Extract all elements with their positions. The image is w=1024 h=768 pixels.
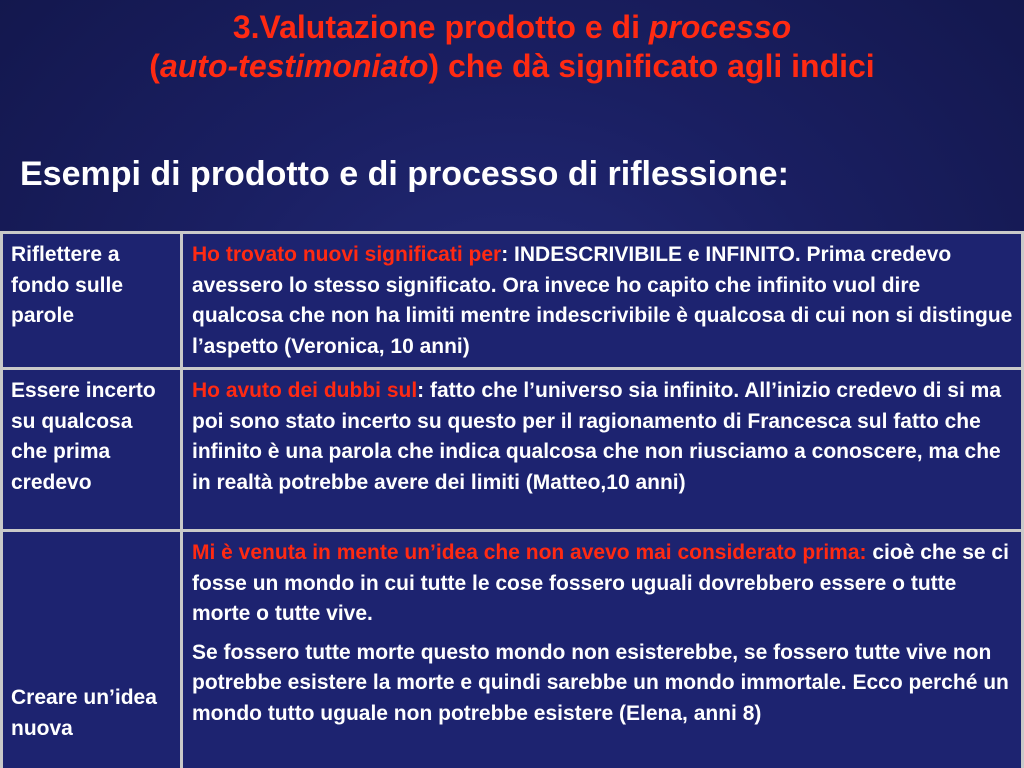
table-row <box>0 532 1024 768</box>
row-label: Creare un’idea nuova <box>11 686 157 740</box>
title-line2-italic: auto-testimoniato <box>159 48 429 84</box>
row-content <box>192 538 1013 630</box>
row-highlight: Ho avuto dei dubbi sul <box>192 379 418 402</box>
table-cell-label <box>3 234 180 367</box>
row-content <box>192 240 1013 362</box>
row-text: cioè che se ci fosse un mondo in cui tutte le cose fossero uguali dovrebbero essere o tutte morte o tutte vive. <box>192 541 1009 625</box>
title-line2-open: ( <box>149 48 160 84</box>
title-line1-text: 3.Valutazione prodotto e di <box>232 9 649 45</box>
title-line2-rest: ) che dà significato agli indici <box>428 48 875 84</box>
row-highlight: Mi è venuta in mente un’idea che non avevo mai considerato prima: <box>192 541 867 564</box>
table-cell-label <box>3 370 180 529</box>
table-cell-content <box>183 234 1021 367</box>
row-text: : fatto che l’universo sia infinito. All’inizio credevo di si ma poi sono stato incerto su questo per il ragionamento di Francesca sul fatto che infinito è una parola che indica qualcosa che non riusciamo a conoscere, ma che in realtà potrebbe avere dei limiti (Matteo,10 anni) <box>192 379 1001 494</box>
row-content-paragraph-2: Se fossero tutte morte questo mondo non esisterebbe, se fossero tutte vive non potrebbe esistere la morte e quindi sarebbe un mondo immortale. Ecco perché un mondo tutto uguale non potrebbe esistere (Elena, anni 8) <box>192 640 1009 725</box>
row-content <box>192 376 1013 498</box>
table-cell-content <box>183 532 1021 768</box>
slide-subtitle: Esempi di prodotto e di processo di riflessione: <box>20 155 789 193</box>
slide-title <box>0 8 1024 86</box>
row-label: Essere incerto su qualcosa che prima credevo <box>11 379 156 494</box>
table-row <box>0 234 1024 367</box>
row-text: : INDESCRIVIBILE e INFINITO. Prima credevo avessero lo stesso significato. Ora invece ho capito che infinito vuol dire qualcosa che non ha limiti mentre indescrivibile è qualcosa di cui non si distingue l’aspetto (Veronica, 10 anni) <box>192 243 1013 358</box>
row-label: Riflettere a fondo sulle parole <box>11 243 123 327</box>
table-cell-content <box>183 370 1021 529</box>
examples-table <box>0 231 1024 768</box>
slide-title-line-2 <box>0 47 1024 86</box>
title-line1-italic: processo <box>648 9 792 45</box>
row-highlight: Ho trovato nuovi significati per <box>192 243 502 266</box>
table-row <box>0 370 1024 529</box>
slide-title-line-1 <box>0 8 1024 47</box>
table-cell-label <box>3 532 180 768</box>
